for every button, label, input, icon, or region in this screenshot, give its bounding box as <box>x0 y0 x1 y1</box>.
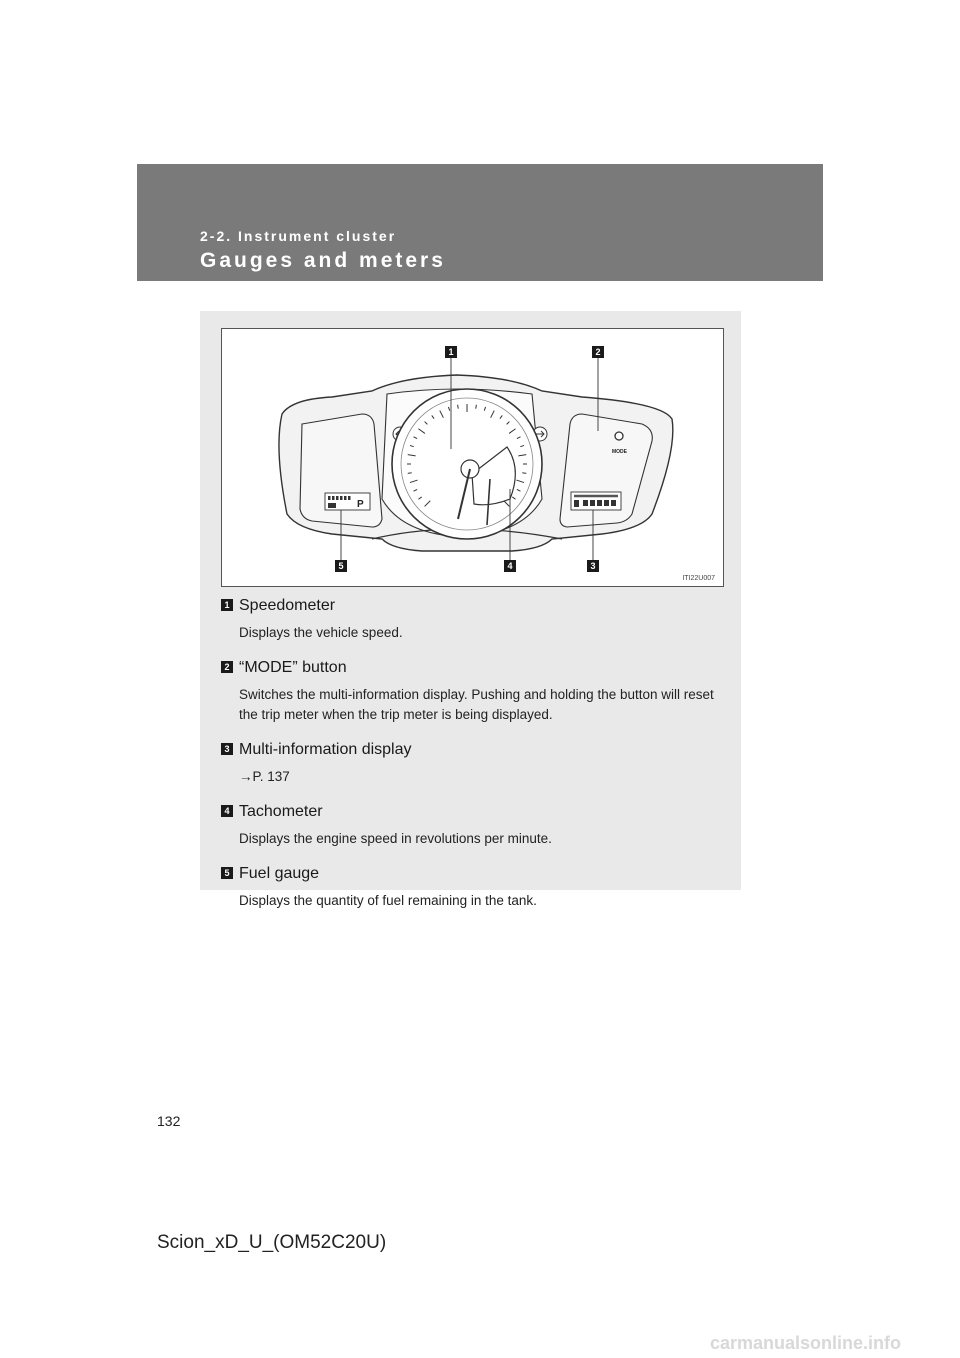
list-item <box>221 801 721 849</box>
item-number: 5 <box>221 867 233 879</box>
fuel-letter: P <box>357 499 364 510</box>
list-item <box>221 657 721 725</box>
instrument-cluster-illustration <box>222 329 723 586</box>
item-list <box>221 595 721 925</box>
watermark[interactable]: carmanualsonline.info <box>710 1333 902 1353</box>
dial-tick <box>476 405 477 409</box>
item-description: Displays the quantity of fuel remaining in the tank. <box>239 893 537 908</box>
list-item <box>221 739 721 787</box>
page-number: 132 <box>157 1113 181 1129</box>
item-title: Multi-information display <box>239 741 412 758</box>
list-item <box>221 863 721 911</box>
callout-4: 4 <box>507 561 513 571</box>
section-label: 2-2. Instrument cluster <box>200 228 397 244</box>
item-number: 4 <box>221 805 233 817</box>
dial-tick <box>522 473 526 474</box>
item-description: Displays the vehicle speed. <box>239 625 403 640</box>
item-title: Speedometer <box>239 597 336 614</box>
dial-tick <box>458 405 459 409</box>
cross-reference-link[interactable]: →P. 137 <box>239 769 290 784</box>
item-description: Switches the multi-information display. Pushing and holding the button will reset the trip meter when the trip meter is being displayed. <box>239 687 714 722</box>
item-number: 1 <box>221 599 233 611</box>
item-description: Displays the engine speed in revolutions per minute. <box>239 831 552 846</box>
page-title: Gauges and meters <box>200 249 446 272</box>
mode-label: MODE <box>612 449 627 455</box>
dial-tick <box>408 473 412 474</box>
item-number: 3 <box>221 743 233 755</box>
callout-2: 2 <box>595 347 601 357</box>
item-number: 2 <box>221 661 233 673</box>
callout-5: 5 <box>338 561 344 571</box>
item-title: “MODE” button <box>239 659 347 676</box>
document-footer: Scion_xD_U_(OM52C20U) <box>157 1232 387 1253</box>
figure-code: ITI22U007 <box>682 575 715 582</box>
callout-3: 3 <box>590 561 596 571</box>
item-title: Fuel gauge <box>239 865 320 882</box>
content-panel <box>200 311 741 908</box>
item-title: Tachometer <box>239 803 323 820</box>
callout-1: 1 <box>448 347 454 357</box>
instrument-cluster-figure <box>221 328 724 587</box>
list-item <box>221 595 721 643</box>
